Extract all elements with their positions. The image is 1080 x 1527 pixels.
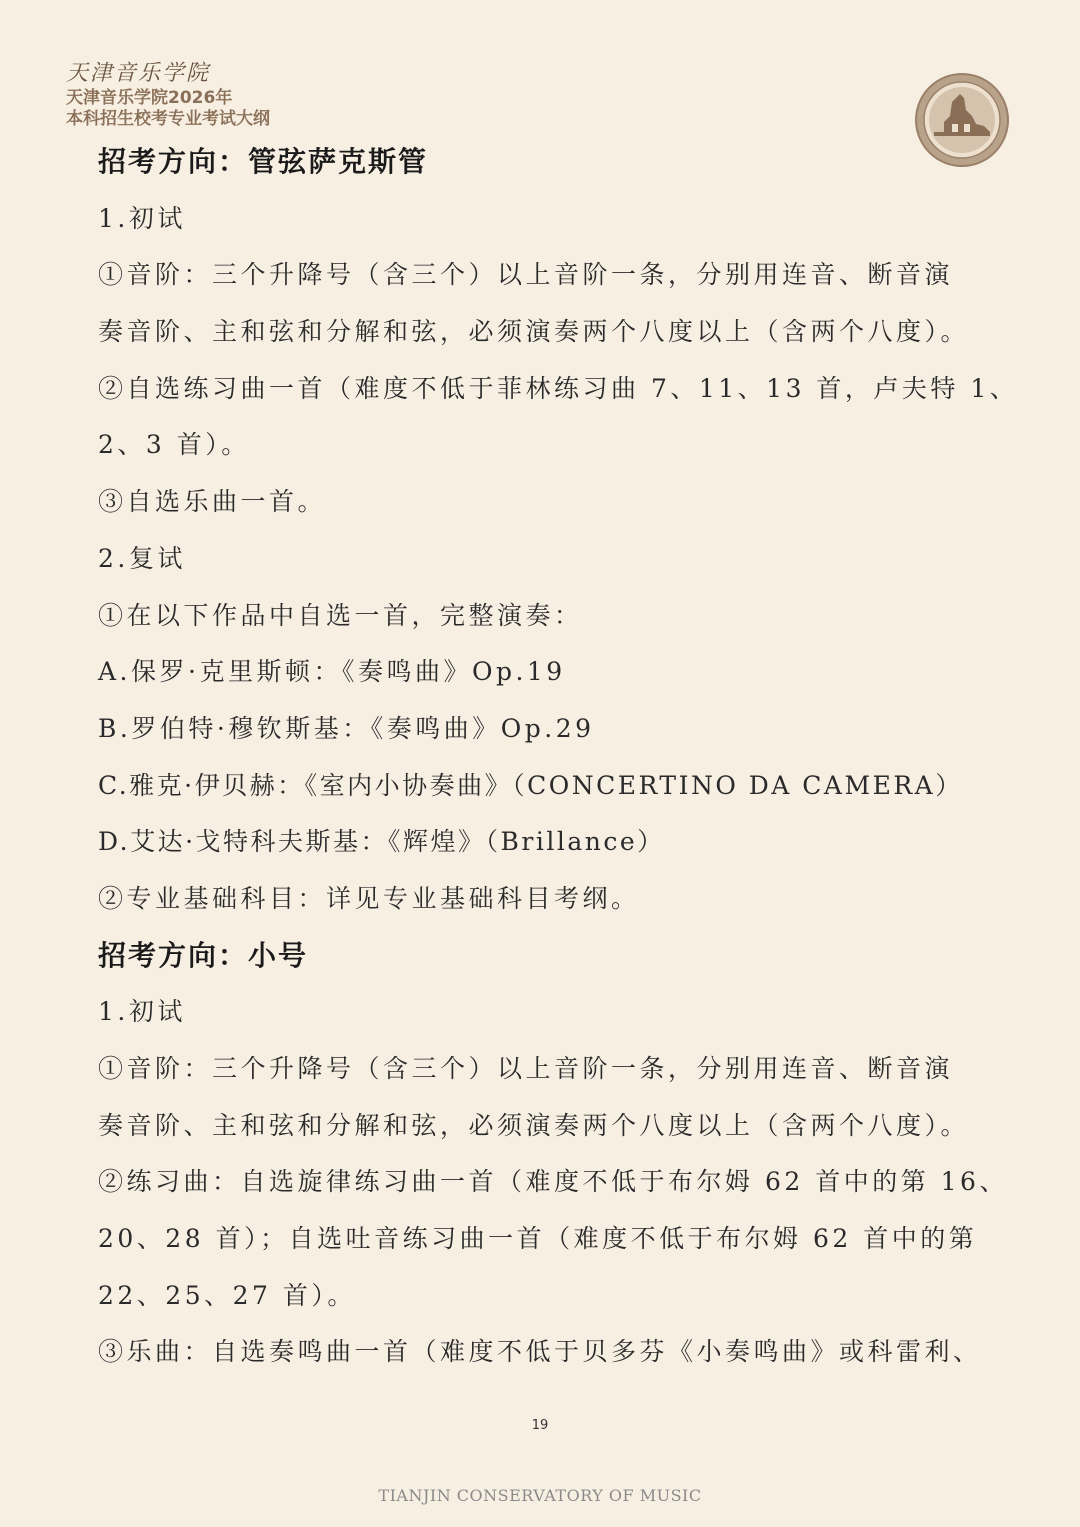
repertoire-item: C.雅克·伊贝赫：《室内小协奏曲》（CONCERTINO DA CAMERA）: [98, 770, 963, 800]
section-heading-saxophone: 招考方向：管弦萨克斯管: [98, 145, 429, 178]
paragraph-line: ③自选乐曲一首。: [98, 487, 327, 517]
repertoire-item: B.罗伯特·穆钦斯基：《奏鸣曲》Op.29: [98, 713, 595, 743]
paragraph-line: ①音阶：三个升降号（含三个）以上音阶一条，分别用连音、断音演: [98, 260, 954, 290]
paragraph-line: ②练习曲：自选旋律练习曲一首（难度不低于布尔姆 62 首中的第 16、: [98, 1167, 1008, 1197]
paragraph-line: ①在以下作品中自选一首，完整演奏：: [98, 600, 583, 630]
document-body: [98, 134, 1019, 1381]
paragraph-line: 2.复试: [98, 543, 186, 573]
paragraph-line: ②专业基础科目：详见专业基础科目考纲。: [98, 883, 640, 913]
paragraph-line: 2、3 首）。: [98, 430, 250, 460]
paragraph-line: 奏音阶、主和弦和分解和弦，必须演奏两个八度以上（含两个八度）。: [98, 317, 970, 347]
repertoire-item: A.保罗·克里斯顿：《奏鸣曲》Op.19: [98, 657, 566, 687]
document-header: [66, 60, 270, 130]
footer-text: TIANJIN CONSERVATORY OF MUSIC: [378, 1486, 702, 1505]
calligraphy-logo: 天津音乐学院: [66, 61, 211, 86]
paragraph-line: ③乐曲：自选奏鸣曲一首（难度不低于贝多芬《小奏鸣曲》或科雷利、: [98, 1337, 982, 1367]
page-number: 19: [531, 1418, 549, 1433]
paragraph-line: ②自选练习曲一首（难度不低于菲林练习曲 7、11、13 首，卢夫特 1、: [98, 373, 1019, 403]
paragraph-line: 1.初试: [98, 203, 186, 233]
repertoire-item: D.艾达·戈特科夫斯基：《辉煌》（Brillance）: [98, 827, 665, 857]
header-title-line1: 天津音乐学院2026年: [66, 88, 233, 108]
paragraph-line: 22、25、27 首）。: [98, 1280, 356, 1310]
paragraph-line: 1.初试: [98, 997, 186, 1027]
paragraph-line: ①音阶：三个升降号（含三个）以上音阶一条，分别用连音、断音演: [98, 1054, 954, 1083]
paragraph-line: 奏音阶、主和弦和分解和弦，必须演奏两个八度以上（含两个八度）。: [98, 1110, 970, 1140]
section-heading-trumpet: 招考方向：小号: [98, 938, 309, 972]
paragraph-line: 20、28 首）；自选吐音练习曲一首（难度不低于布尔姆 62 首中的第: [98, 1224, 978, 1254]
header-title-line2: 本科招生校考专业考试大纲: [66, 109, 270, 129]
